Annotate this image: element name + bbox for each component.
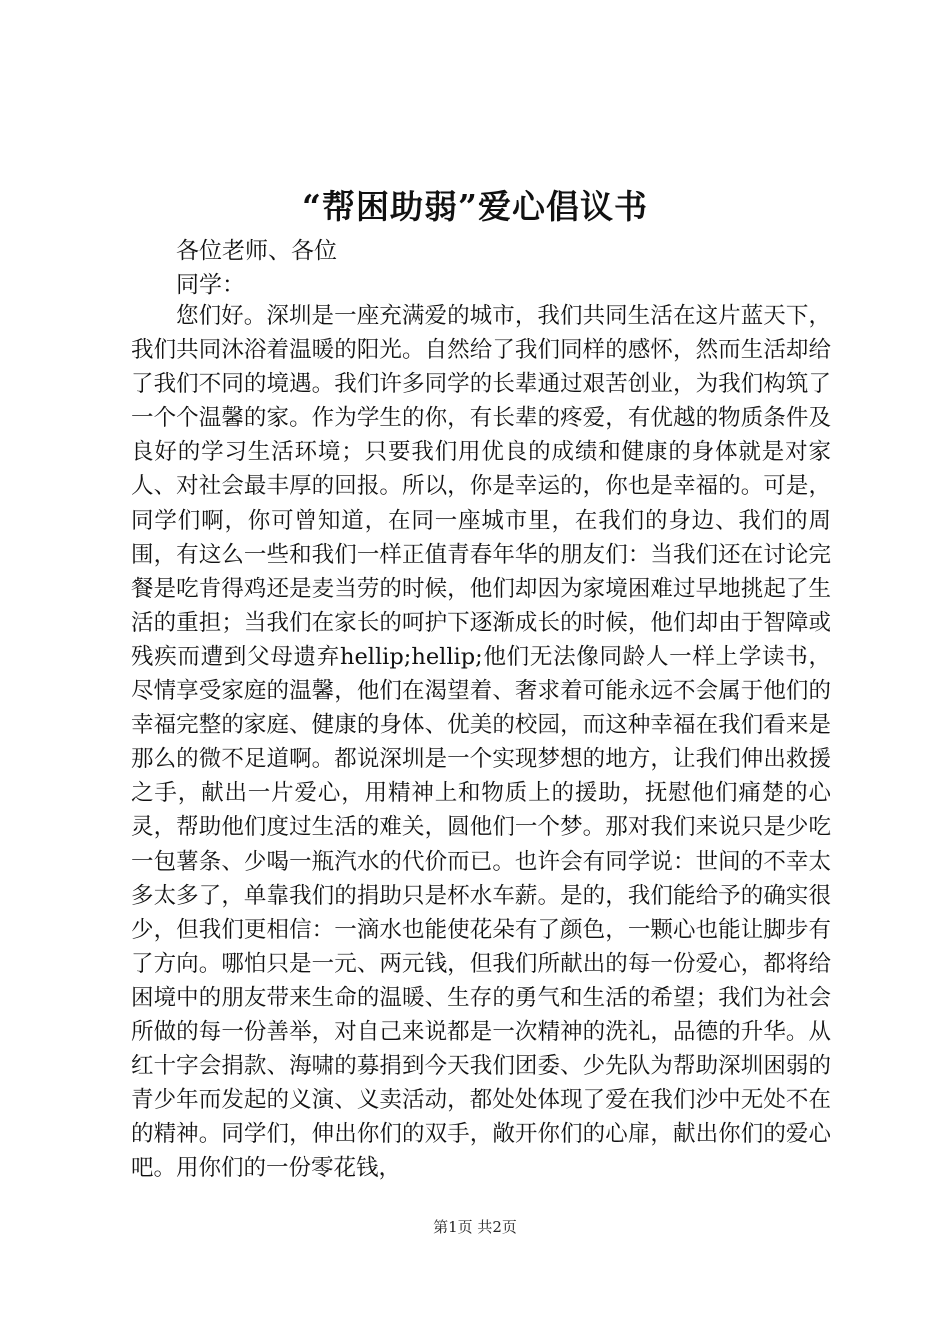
- salutation-line-2: 同学：: [176, 272, 245, 298]
- document-title: “帮困助弱”爱心倡议书: [302, 187, 648, 226]
- salutation: [176, 234, 476, 302]
- salutation-line-1: 各位老师、各位: [176, 238, 337, 264]
- page-footer: 第1页 共2页: [433, 1218, 517, 1236]
- body-paragraph: 您们好。深圳是一座充满爱的城市，我们共同生活在这片蓝天下，我们共同沐浴着温暖的阳光。自然给了我们同样的感怀，然而生活却给了我们不同的境遇。我们许多同学的长辈通过艰苦创业，为我们构筑了一个个温馨的家。作为学生的你，有长辈的疼爱，有优越的物质条件及良好的学习生活环境；只要我们用优良的成绩和健康的身体就是对家人、对社会最丰厚的回报。所以，你是幸运的，你也是幸福的。可是，同学们啊，你可曾知道，在同一座城市里，在我们的身边、我们的周围，有这么一些和我们一样正值青春年华的朋友们：当我们还在讨论完餐是吃肯得鸡还是麦当劳的时候，他们却因为家境困难过早地挑起了生活的重担；当我们在家长的呵护下逐渐成长的时候，他们却由于智障或残疾而遭到父母遗弃hellip;hellip;他们无法像同龄人一样上学读书，尽情享受家庭的温馨，他们在渴望着、奢求着可能永远不会属于他们的幸福完整的家庭、健康的身体、优美的校园，而这种幸福在我们看来是那么的微不足道啊。都说深圳是一个实现梦想的地方，让我们伸出救援之手，献出一片爱心，用精神上和物质上的援助，抚慰他们痛楚的心灵，帮助他们度过生活的难关，圆他们一个梦。那对我们来说只是少吃一包薯条、少喝一瓶汽水的代价而已。也许会有同学说：世间的不幸太多太多了，单靠我们的捐助只是杯水车薪。是的，我们能给予的确实很少，但我们更相信：一滴水也能使花朵有了颜色，一颗心也能让脚步有了方向。哪怕只是一元、两元钱，但我们所献出的每一份爱心，都将给困境中的朋友带来生命的温暖、生存的勇气和生活的希望；我们为社会所做的每一份善举，对自己来说都是一次精神的洗礼，品德的升华。从红十字会捐款、海啸的募捐到今天我们团委、少先队为帮助深圳困弱的青少年而发起的义演、义卖活动，都处处体现了爱在我们沙中无处不在的精神。同学们，伸出你们的双手，敞开你们的心扉，献出你们的爱心吧。用你们的一份零花钱，: [131, 303, 831, 1182]
